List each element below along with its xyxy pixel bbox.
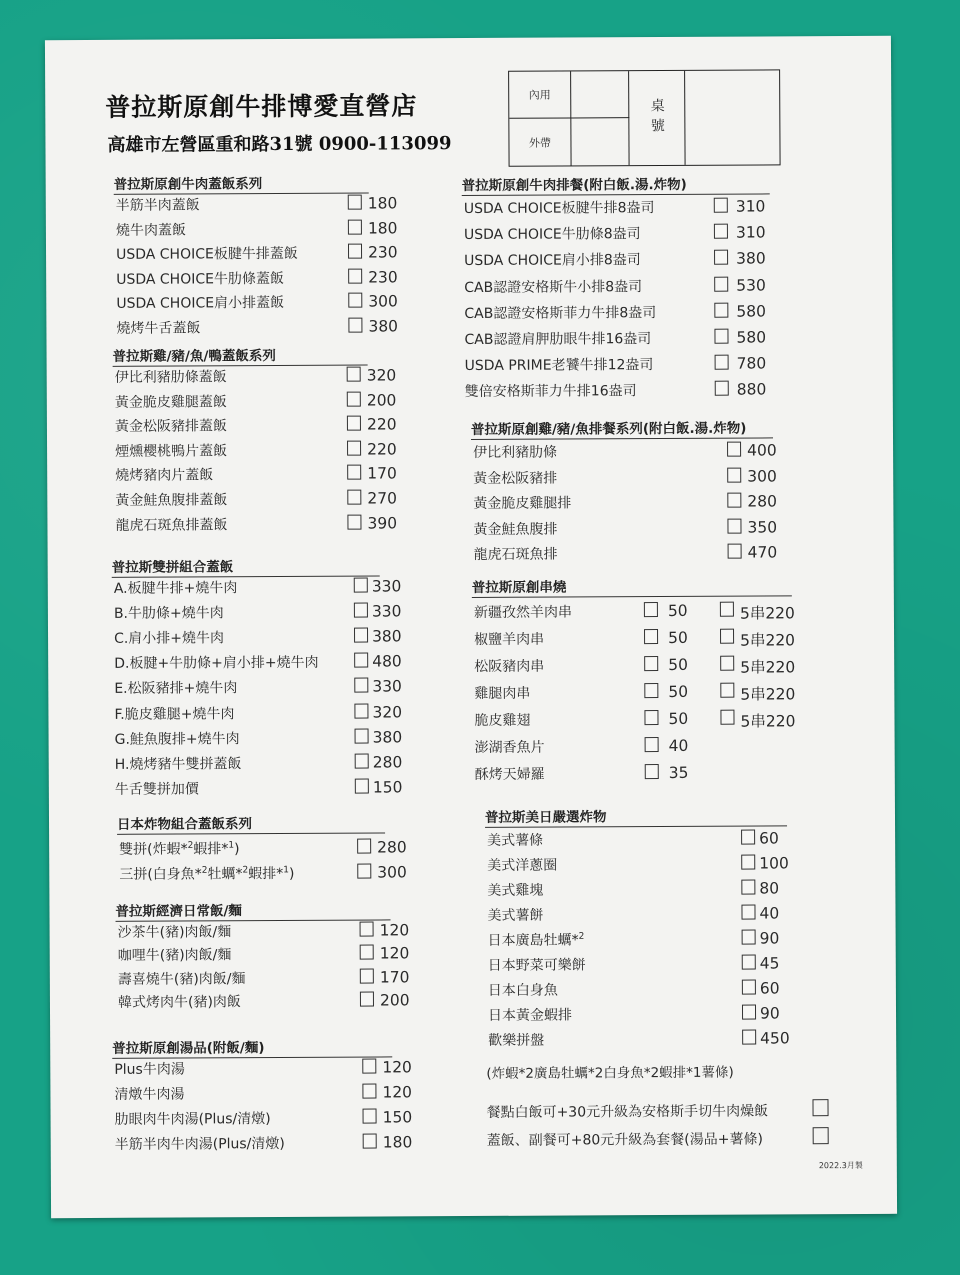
menu-item-price: 310 (735, 223, 766, 242)
menu-item-price: 380 (368, 317, 399, 336)
menu-item-price: 530 (736, 276, 766, 295)
menu-item-name: E.松阪豬排+燒牛肉 (114, 680, 238, 698)
takeout-checkbox[interactable] (571, 118, 629, 165)
menu-item-name: 沙茶牛(豬)肉飯/麵 (117, 924, 232, 941)
order-checkbox[interactable] (741, 905, 755, 920)
menu-item-name: 三拼(白身魚*$^2$牡蠣*$^2$蝦排*$^1$) (119, 865, 295, 883)
menu-item (473, 517, 778, 539)
menu-item (488, 978, 790, 1000)
order-checkbox[interactable] (357, 839, 371, 854)
menu-item (465, 380, 773, 402)
order-checkbox[interactable] (714, 198, 728, 213)
menu-item-name: 美式薯餅 (487, 907, 544, 924)
left-section-2 (111, 554, 403, 798)
order-checkbox[interactable] (714, 250, 728, 265)
menu-item-price: 300 (377, 863, 407, 882)
order-checkbox[interactable] (347, 391, 361, 406)
menu-item-name: H.燒烤豬牛雙拼蓋飯 (114, 755, 242, 773)
menu-item-price: 50 (668, 628, 688, 647)
order-checkbox[interactable] (741, 855, 755, 870)
right-section-3 (484, 804, 790, 1049)
menu-item-price: 330 (372, 677, 402, 696)
menu-item-name: 脆皮雞翅 (474, 712, 531, 729)
order-checkbox[interactable] (644, 710, 658, 725)
menu-item (474, 627, 794, 649)
menu-item-price: 200 (379, 991, 410, 1010)
section-title: 普拉斯雞/豬/魚/鴨蓋飯系列 (113, 344, 368, 367)
right-section-0 (461, 172, 770, 401)
order-checkbox[interactable] (347, 440, 361, 455)
menu-item-price: 330 (371, 577, 402, 596)
left-section-0 (113, 172, 399, 337)
menu-item-price: 580 (736, 302, 766, 321)
menu-item-price: 400 (747, 441, 777, 460)
order-sheet (45, 36, 897, 1218)
menu-item-price: 60 (759, 979, 780, 998)
menu-item (475, 735, 795, 757)
platter-note: (炸蝦*2廣島牡蠣*2白身魚*2蝦排*1薯條) (486, 1064, 734, 1082)
right-section-2 (471, 574, 796, 783)
table-number-field[interactable] (685, 70, 779, 164)
order-checkbox[interactable] (347, 490, 361, 505)
menu-item-price: 180 (367, 194, 398, 213)
section-title: 普拉斯原創雞/豬/魚排餐系列(附白飯.湯.炸物) (471, 416, 773, 440)
menu-item (116, 267, 398, 288)
menu-item-price: 580 (736, 328, 767, 347)
dine-in-label: 內用 (509, 71, 571, 118)
menu-item (114, 390, 397, 411)
menu-item-price: 350 (747, 517, 778, 537)
menu-item (114, 366, 397, 387)
menu-item-price: 300 (747, 466, 777, 486)
takeout-label: 外帶 (509, 118, 571, 165)
menu-item-name: 韓式烤肉牛(豬)肉飯 (117, 994, 241, 1011)
left-section-1 (112, 344, 398, 534)
combo-checkbox[interactable] (720, 656, 734, 671)
order-checkbox[interactable] (728, 544, 742, 559)
menu-item-price: 380 (736, 249, 766, 268)
order-checkbox[interactable] (354, 653, 368, 668)
menu-item-price: 380 (372, 727, 403, 747)
section-title: 普拉斯美日嚴選炸物 (485, 804, 787, 828)
menu-item-price: 120 (379, 921, 410, 940)
menu-item (114, 1132, 413, 1153)
order-checkbox[interactable] (741, 880, 755, 895)
menu-item (474, 600, 794, 622)
order-checkbox[interactable] (347, 465, 361, 480)
menu-item-price: 50 (668, 682, 689, 701)
section-title: 普拉斯原創串燒 (472, 574, 792, 598)
menu-item-name: 雞腿肉串 (474, 685, 531, 702)
order-checkbox[interactable] (644, 629, 658, 644)
menu-item-name: CAB認證肩胛肋眼牛排16盎司 (464, 331, 652, 349)
combo-checkbox[interactable] (720, 629, 734, 644)
menu-item (488, 928, 790, 950)
menu-item (113, 576, 402, 597)
order-checkbox[interactable] (741, 830, 755, 845)
upgrade-rice-checkbox[interactable] (812, 1099, 828, 1116)
menu-item (474, 654, 794, 676)
menu-item (117, 967, 410, 988)
order-checkbox[interactable] (347, 514, 361, 529)
menu-item-price: 170 (367, 464, 397, 483)
menu-item-price: 330 (371, 602, 402, 621)
menu-item-name: 龍虎石斑魚排蓋飯 (115, 516, 228, 534)
restaurant-name: 普拉斯原創牛排博愛直營店 (105, 91, 418, 122)
menu-item (117, 944, 410, 965)
order-checkbox[interactable] (354, 603, 368, 618)
order-checkbox[interactable] (727, 442, 741, 457)
menu-item-price: 280 (747, 492, 777, 511)
menu-item-name: 日本黃金蝦排 (487, 1007, 573, 1024)
menu-item (114, 1057, 412, 1078)
order-checkbox[interactable] (715, 355, 729, 370)
combo-checkbox[interactable] (720, 602, 734, 617)
menu-item (474, 681, 794, 703)
menu-item-price: 200 (366, 390, 397, 410)
combo-price: 5串220 (739, 604, 795, 623)
menu-item (114, 415, 397, 436)
menu-item (119, 837, 407, 858)
order-checkbox[interactable] (714, 302, 728, 317)
menu-item-name: 椒鹽羊肉串 (474, 631, 545, 648)
order-checkbox[interactable] (363, 1109, 377, 1124)
menu-item-name: 壽喜燒牛(豬)肉飯/麵 (117, 970, 246, 988)
menu-item-name: 新疆孜然羊肉串 (473, 604, 572, 621)
menu-item (487, 853, 789, 875)
section-title: 普拉斯原創牛肉排餐(附白飯.湯.炸物) (462, 172, 770, 196)
order-checkbox[interactable] (742, 955, 756, 970)
menu-item-name: 肋眼肉牛肉湯(Plus/清燉) (114, 1111, 271, 1128)
menu-item-name: 黃金脆皮雞腿排 (473, 495, 572, 512)
menu-item (487, 828, 789, 850)
order-checkbox[interactable] (348, 318, 362, 333)
menu-item (116, 292, 398, 313)
order-checkbox[interactable] (354, 578, 368, 593)
menu-item-price: 40 (668, 736, 689, 755)
menu-item-name: USDA CHOICE牛肋條8盎司 (463, 226, 641, 244)
menu-item-price: 45 (759, 954, 780, 973)
menu-item-price: 90 (759, 929, 780, 948)
menu-item-name: C.肩小排+燒牛肉 (114, 630, 225, 648)
order-checkbox[interactable] (727, 493, 741, 508)
menu-item-price: 40 (759, 904, 780, 923)
menu-item-name: CAB認證安格斯牛小排8盎司 (464, 278, 643, 296)
menu-item-price: 320 (372, 702, 403, 722)
menu-item-name: 煙燻櫻桃鴨片蓋飯 (115, 443, 228, 460)
upgrade-set-checkbox[interactable] (813, 1127, 829, 1144)
menu-item-name: A.板腱牛排+燒牛肉 (113, 580, 238, 597)
order-checkbox[interactable] (354, 678, 368, 693)
right-section-1 (470, 416, 778, 563)
order-checkbox[interactable] (355, 753, 369, 768)
menu-item (488, 1003, 790, 1025)
menu-item (473, 466, 775, 488)
order-checkbox[interactable] (348, 195, 362, 210)
combo-checkbox[interactable] (720, 710, 734, 725)
order-checkbox[interactable] (645, 737, 659, 752)
menu-item (473, 491, 775, 513)
menu-item-price: 450 (760, 1029, 790, 1048)
menu-item-name: 歡樂拼盤 (488, 1032, 545, 1049)
menu-item-name: 龍虎石斑魚排 (473, 546, 558, 563)
menu-item-price: 60 (759, 829, 779, 848)
menu-item (487, 903, 789, 925)
order-checkbox[interactable] (354, 628, 368, 643)
menu-item (475, 762, 795, 784)
menu-item (114, 677, 402, 698)
order-checkbox[interactable] (360, 991, 374, 1006)
menu-item-price: 50 (668, 709, 689, 728)
menu-item-name: Plus牛肉湯 (114, 1061, 185, 1078)
upgrade-set-option (487, 1128, 763, 1149)
left-section-4 (115, 898, 410, 1011)
menu-item (464, 301, 772, 323)
order-checkbox[interactable] (357, 864, 371, 879)
menu-item-price: 150 (372, 778, 403, 797)
combo-checkbox[interactable] (720, 683, 734, 698)
menu-item-price: 100 (759, 854, 789, 873)
menu-item-name: 咖哩牛(豬)肉飯/麵 (117, 947, 232, 965)
upgrade-set-label: 蓋飯、副餐可+80元升級為套餐(湯品+薯條) (486, 1131, 763, 1149)
menu-item-price: 280 (377, 838, 407, 857)
menu-item-name: 黃金松阪豬排蓋飯 (114, 418, 227, 436)
menu-item-price: 880 (736, 380, 767, 399)
combo-price: 5串220 (740, 631, 796, 650)
menu-item-price: 270 (367, 489, 397, 508)
menu-item-name: 燒烤豬肉片蓋飯 (115, 467, 214, 485)
section-title: 普拉斯原創牛肉蓋飯系列 (114, 172, 369, 195)
upgrade-rice-option (486, 1100, 768, 1121)
menu-item-name: F.脆皮雞腿+燒牛肉 (114, 705, 235, 723)
menu-item-name: CAB認證安格斯菲力牛排8盎司 (464, 304, 657, 322)
print-date: 2022.3月製 (818, 1160, 863, 1171)
menu-item (487, 878, 789, 900)
menu-item-name: 酥烤天婦羅 (474, 766, 545, 783)
menu-item (116, 243, 398, 264)
menu-item (114, 1107, 413, 1128)
order-checkbox[interactable] (348, 219, 362, 234)
menu-item-name: 日本白身魚 (487, 982, 558, 999)
menu-item (115, 194, 398, 215)
menu-item (488, 1028, 790, 1050)
order-checkbox[interactable] (355, 728, 369, 743)
menu-item (464, 196, 772, 218)
dine-in-checkbox[interactable] (571, 71, 629, 118)
menu-item-name: USDA PRIME老饕牛排12盎司 (464, 357, 654, 375)
menu-item-price: 90 (759, 1004, 780, 1023)
menu-item-price: 220 (366, 415, 397, 434)
menu-item-price: 300 (368, 292, 398, 311)
menu-item-name: 牛舌雙拼加價 (114, 781, 199, 798)
menu-item-price: 280 (372, 753, 403, 772)
menu-item (115, 218, 398, 239)
combo-price: 5串220 (740, 712, 796, 731)
order-checkbox[interactable] (644, 683, 658, 698)
menu-item-name: 燒烤牛舌蓋飯 (116, 320, 201, 337)
menu-item-name: 燒牛肉蓋飯 (115, 222, 186, 239)
menu-item-name: 伊比利豬肋條蓋飯 (114, 369, 227, 386)
menu-item-name: 黃金脆皮雞腿蓋飯 (114, 393, 227, 411)
menu-item-name: 半筋半肉牛肉湯(Plus/清燉) (114, 1135, 285, 1153)
menu-item (114, 777, 403, 798)
order-checkbox[interactable] (714, 329, 728, 344)
menu-item (115, 489, 397, 510)
menu-item-name: 美式雞塊 (487, 882, 544, 899)
order-checkbox[interactable] (360, 945, 374, 960)
menu-item (464, 275, 772, 297)
menu-item-name: D.板腱+牛肋條+肩小排+燒牛肉 (114, 655, 319, 673)
menu-item (114, 627, 402, 648)
menu-item (464, 223, 772, 245)
order-checkbox[interactable] (362, 1084, 376, 1099)
menu-item (119, 862, 407, 883)
menu-item-name: 半筋半肉蓋飯 (115, 197, 200, 214)
order-checkbox[interactable] (355, 778, 369, 793)
menu-item-name: 日本野菜可樂餅 (487, 957, 586, 974)
menu-item-price: 50 (667, 601, 688, 620)
menu-item-price: 230 (367, 243, 398, 262)
left-section-5 (112, 1035, 413, 1153)
section-title: 普拉斯雙拼組合蓋飯 (112, 554, 380, 577)
menu-item-name: 美式洋蔥圈 (487, 857, 558, 874)
order-checkbox[interactable] (727, 467, 741, 482)
menu-item-name: B.牛肋條+燒牛肉 (113, 605, 224, 622)
menu-item-name: USDA CHOICE板腱牛排蓋飯 (116, 246, 298, 264)
section-title: 普拉斯原創湯品(附飯/麵) (112, 1035, 392, 1058)
menu-item (115, 464, 397, 485)
menu-item-price: 180 (367, 218, 398, 238)
menu-item-name: 黃金松阪豬排 (473, 470, 558, 487)
menu-item (464, 249, 772, 271)
menu-item-name: USDA CHOICE牛肋條蓋飯 (116, 270, 284, 288)
menu-item (465, 354, 773, 376)
order-checkbox[interactable] (714, 276, 728, 291)
order-checkbox[interactable] (348, 293, 362, 308)
menu-item-name: USDA CHOICE肩小排8盎司 (464, 252, 641, 270)
menu-item-price: 120 (382, 1083, 413, 1102)
address-phone: 高雄市左營區重和路31號 0900-113099 (107, 133, 452, 156)
left-section-3 (116, 811, 407, 883)
menu-item (116, 317, 399, 338)
menu-item-name: 黃金鮭魚腹排 (473, 521, 558, 538)
order-checkbox[interactable] (742, 1030, 756, 1045)
menu-item (114, 652, 402, 673)
menu-item-price: 120 (382, 1058, 412, 1077)
menu-item (474, 708, 794, 730)
menu-item (473, 440, 775, 462)
menu-item (488, 953, 790, 975)
menu-item-price: 150 (382, 1108, 413, 1127)
menu-item-price: 120 (379, 944, 410, 963)
order-checkbox[interactable] (360, 968, 374, 983)
menu-item-name: G.鮭魚腹排+燒牛肉 (114, 730, 240, 748)
menu-item (117, 920, 410, 941)
menu-item-name: 澎湖香魚片 (474, 739, 545, 756)
order-checkbox[interactable] (348, 268, 362, 283)
menu-item-price: 170 (379, 967, 410, 987)
menu-item-name: 雙拼(炸蝦*$^2$蝦排*$^1$) (119, 840, 240, 858)
order-checkbox[interactable] (644, 602, 658, 617)
order-checkbox[interactable] (362, 1059, 376, 1074)
order-type-box (508, 69, 780, 166)
menu-item-price: 220 (367, 440, 397, 459)
menu-item-name: 美式薯條 (487, 832, 544, 849)
section-title: 日本炸物組合蓋飯系列 (117, 811, 385, 834)
menu-item-price: 80 (759, 879, 780, 898)
menu-item (114, 702, 403, 723)
menu-item-price: 470 (747, 543, 778, 562)
order-checkbox[interactable] (348, 244, 362, 259)
menu-item-price: 180 (382, 1133, 413, 1152)
order-checkbox[interactable] (363, 1134, 377, 1149)
order-checkbox[interactable] (727, 518, 741, 533)
combo-price: 5串220 (740, 658, 796, 677)
menu-item-price: 320 (366, 366, 397, 385)
menu-item (464, 327, 772, 349)
menu-item (117, 990, 410, 1011)
menu-item-price: 480 (372, 652, 402, 671)
menu-item-price: 35 (668, 763, 689, 782)
menu-item-price: 390 (367, 513, 398, 533)
menu-item-price: 310 (735, 197, 766, 216)
menu-item-price: 230 (368, 268, 398, 287)
menu-item-price: 780 (736, 354, 767, 373)
menu-item-name: USDA CHOICE肩小排蓋飯 (116, 295, 285, 313)
order-checkbox[interactable] (742, 980, 756, 995)
menu-item-name: USDA CHOICE板腱牛排8盎司 (463, 200, 655, 218)
menu-item (114, 727, 403, 748)
order-checkbox[interactable] (644, 656, 658, 671)
menu-item-name: 黃金鮭魚腹排蓋飯 (115, 492, 228, 509)
menu-item-name: 日本廣島牡蠣*$^2$ (487, 931, 585, 949)
order-checkbox[interactable] (354, 703, 368, 718)
table-number-label: 桌號 (629, 71, 685, 165)
order-checkbox[interactable] (742, 930, 756, 945)
menu-item-name: 伊比利豬肋條 (473, 444, 558, 461)
menu-item (113, 602, 402, 623)
order-checkbox[interactable] (715, 381, 729, 396)
order-checkbox[interactable] (347, 416, 361, 431)
menu-item (114, 1082, 413, 1103)
menu-item-price: 50 (668, 655, 688, 674)
menu-item (115, 439, 397, 460)
order-checkbox[interactable] (360, 922, 374, 937)
order-checkbox[interactable] (742, 1005, 756, 1020)
upgrade-rice-label: 餐點白飯可+30元升級為安格斯手切牛肉燥飯 (486, 1103, 769, 1121)
menu-item-name: 清燉牛肉湯 (114, 1086, 185, 1103)
menu-item (114, 752, 403, 773)
menu-item (474, 542, 776, 564)
menu-item (115, 513, 398, 534)
order-checkbox[interactable] (645, 764, 659, 779)
menu-item-price: 380 (372, 627, 402, 646)
order-checkbox[interactable] (347, 367, 361, 382)
menu-item-name: 雙倍安格斯菲力牛排16盎司 (464, 383, 637, 401)
menu-item-name: 松阪豬肉串 (474, 658, 545, 675)
section-title: 普拉斯經濟日常飯/麵 (115, 898, 390, 921)
combo-price: 5串220 (740, 685, 796, 704)
order-checkbox[interactable] (714, 224, 728, 239)
